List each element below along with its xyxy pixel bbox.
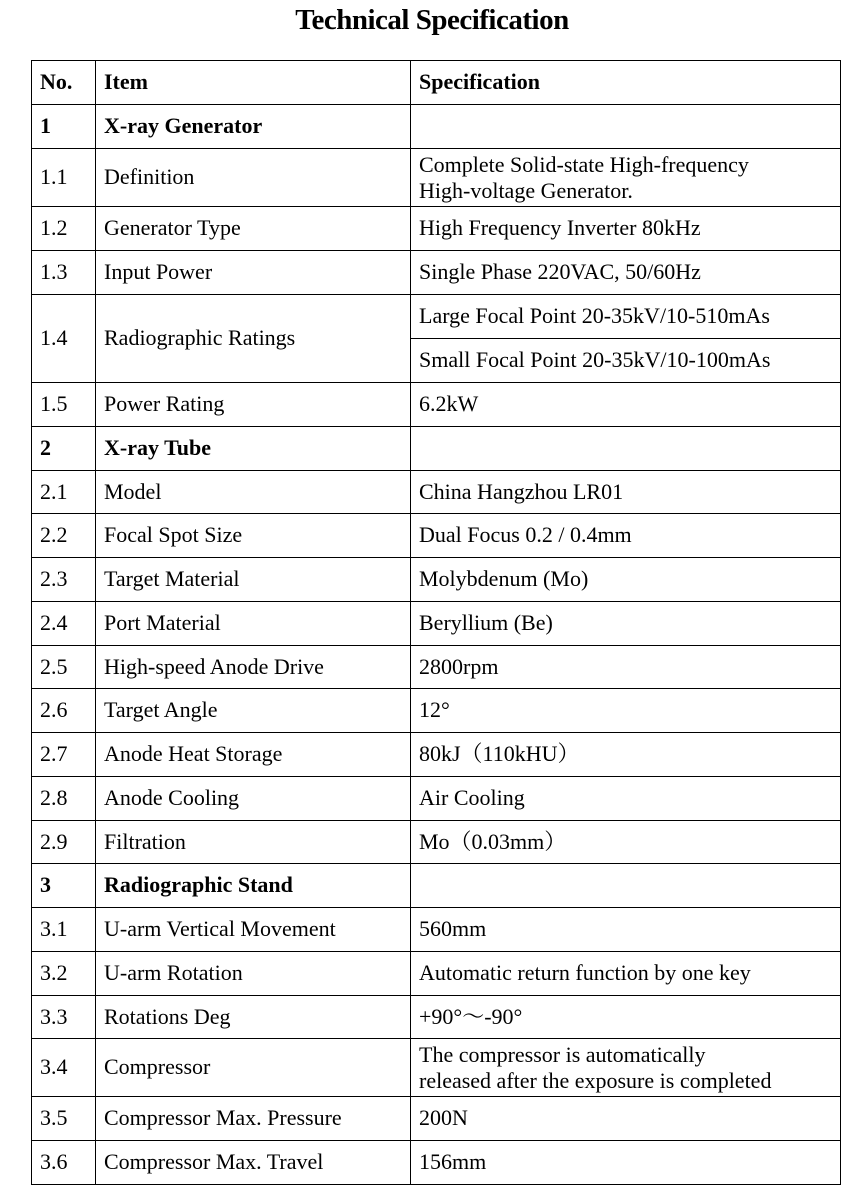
row-spec-line: The compressor is automatically (419, 1042, 706, 1068)
row-no: 2.3 (32, 558, 96, 602)
table-row (32, 952, 841, 996)
header-no: No. (32, 61, 96, 105)
row-spec: Automatic return function by one key (411, 952, 841, 996)
section-title: Radiographic Stand (96, 864, 411, 908)
row-spec: Single Phase 220VAC, 50/60Hz (411, 251, 841, 295)
row-item: Radiographic Ratings (96, 295, 411, 383)
row-spec (411, 1039, 841, 1097)
table-row (32, 471, 841, 514)
table-row (32, 1039, 841, 1097)
row-no: 3.6 (32, 1141, 96, 1185)
section-title: X-ray Generator (96, 105, 411, 149)
row-spec: 2800rpm (411, 646, 841, 689)
table-row (32, 777, 841, 821)
row-spec (411, 149, 841, 207)
row-no: 1.5 (32, 383, 96, 427)
section-spec-empty (411, 105, 841, 149)
row-spec: Dual Focus 0.2 / 0.4mm (411, 514, 841, 558)
table-row (32, 821, 841, 864)
table-row (32, 558, 841, 602)
row-spec: 6.2kW (411, 383, 841, 427)
header-spec: Specification (411, 61, 841, 105)
row-item: U-arm Vertical Movement (96, 908, 411, 952)
row-item: Target Material (96, 558, 411, 602)
table-row (32, 602, 841, 646)
section-no: 1 (32, 105, 96, 149)
row-no: 2.2 (32, 514, 96, 558)
row-no: 2.6 (32, 689, 96, 733)
row-item: High-speed Anode Drive (96, 646, 411, 689)
row-spec: Air Cooling (411, 777, 841, 821)
row-spec-line: High-voltage Generator. (419, 177, 633, 203)
row-item: Compressor Max. Pressure (96, 1097, 411, 1141)
row-item: Power Rating (96, 383, 411, 427)
row-spec: High Frequency Inverter 80kHz (411, 207, 841, 251)
row-item: Definition (96, 149, 411, 207)
header-item: Item (96, 61, 411, 105)
row-item: Target Angle (96, 689, 411, 733)
row-no: 1.3 (32, 251, 96, 295)
table-row (32, 908, 841, 952)
row-item: Input Power (96, 251, 411, 295)
row-item: Port Material (96, 602, 411, 646)
row-spec-line: released after the exposure is completed (419, 1067, 772, 1093)
section-row (32, 864, 841, 908)
row-spec-line: Complete Solid-state High-frequency (419, 152, 749, 178)
row-no: 2.7 (32, 733, 96, 777)
table-row (32, 514, 841, 558)
row-item: Anode Cooling (96, 777, 411, 821)
row-item: Focal Spot Size (96, 514, 411, 558)
table-row (32, 207, 841, 251)
table-row (32, 295, 841, 339)
section-row (32, 427, 841, 471)
row-no: 1.1 (32, 149, 96, 207)
row-no: 2.1 (32, 471, 96, 514)
row-spec: Small Focal Point 20-35kV/10-100mAs (411, 339, 841, 383)
row-no: 2.5 (32, 646, 96, 689)
row-no: 2.9 (32, 821, 96, 864)
row-spec: 200N (411, 1097, 841, 1141)
section-spec-empty (411, 427, 841, 471)
table-row (32, 733, 841, 777)
row-item: U-arm Rotation (96, 952, 411, 996)
section-no: 2 (32, 427, 96, 471)
table-row (32, 689, 841, 733)
section-no: 3 (32, 864, 96, 908)
page-title: Technical Specification (295, 4, 569, 36)
spec-table (31, 60, 841, 1185)
row-item: Compressor (96, 1039, 411, 1097)
row-spec: Beryllium (Be) (411, 602, 841, 646)
row-item: Filtration (96, 821, 411, 864)
table-row (32, 251, 841, 295)
row-spec: +90°～-90° (411, 996, 841, 1039)
row-item: Anode Heat Storage (96, 733, 411, 777)
section-row (32, 105, 841, 149)
row-spec: 80kJ（110kHU） (411, 733, 841, 777)
row-spec: 156mm (411, 1141, 841, 1185)
table-row (32, 996, 841, 1039)
row-no: 3.5 (32, 1097, 96, 1141)
row-no: 3.3 (32, 996, 96, 1039)
table-row (32, 149, 841, 207)
row-item: Rotations Deg (96, 996, 411, 1039)
row-item: Generator Type (96, 207, 411, 251)
section-title: X-ray Tube (96, 427, 411, 471)
row-spec: Large Focal Point 20-35kV/10-510mAs (411, 295, 841, 339)
row-item: Compressor Max. Travel (96, 1141, 411, 1185)
row-spec: 560mm (411, 908, 841, 952)
row-spec: 12° (411, 689, 841, 733)
table-row (32, 1141, 841, 1185)
row-item: Model (96, 471, 411, 514)
row-no: 1.2 (32, 207, 96, 251)
table-row (32, 383, 841, 427)
section-spec-empty (411, 864, 841, 908)
row-no: 3.4 (32, 1039, 96, 1097)
row-no: 1.4 (32, 295, 96, 383)
row-spec: China Hangzhou LR01 (411, 471, 841, 514)
table-row (32, 646, 841, 689)
row-no: 3.2 (32, 952, 96, 996)
row-spec: Molybdenum (Mo) (411, 558, 841, 602)
row-no: 2.4 (32, 602, 96, 646)
row-spec: Mo（0.03mm） (411, 821, 841, 864)
row-no: 3.1 (32, 908, 96, 952)
table-header-row (32, 61, 841, 105)
table-row (32, 1097, 841, 1141)
row-no: 2.8 (32, 777, 96, 821)
